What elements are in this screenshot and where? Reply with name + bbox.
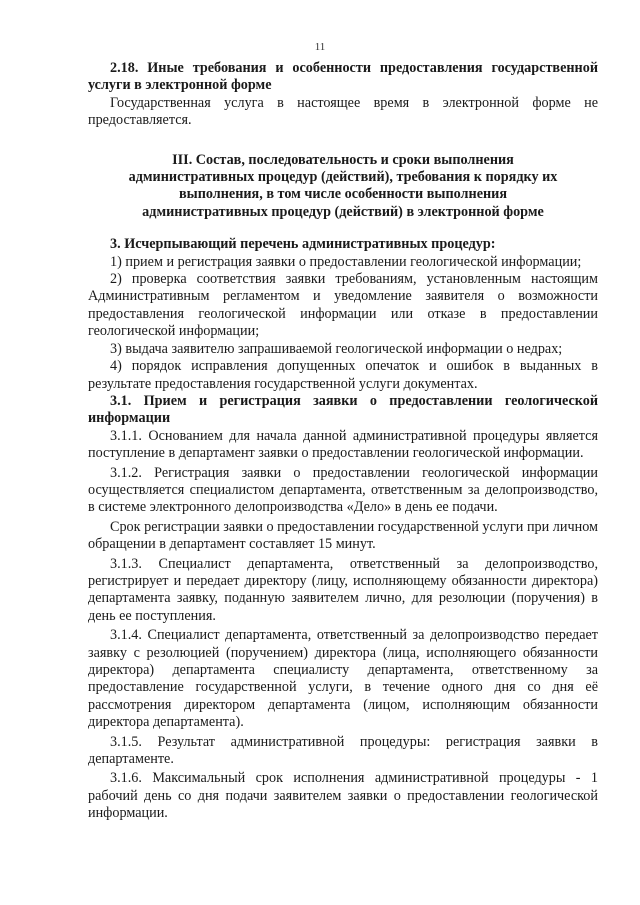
paragraph: 3.1.1. Основанием для начала данной административной процедуры является поступление в департамент заявки о предоставлении геологической информации.	[88, 427, 598, 462]
procedures-list-heading: 3. Исчерпывающий перечень административных процедур:	[110, 236, 496, 253]
paragraph: 3.1.5. Результат административной процедуры: регистрация заявки в департаменте.	[88, 733, 598, 768]
paragraph: 3.1.3. Специалист департамента, ответственный за делопроизводство, регистрирует и передает директору (лицу, исполняющему обязанности директора) департамента заявку, поданную заявителем лично, для резолюции (поручения) в день ее поступления.	[88, 555, 598, 624]
paragraph: Срок регистрации заявки о предоставлении государственной услуги при личном обращении в департамент составляет 15 минут.	[88, 518, 598, 553]
procedure-item: 3) выдача заявителю запрашиваемой геологической информации о недрах;	[110, 340, 563, 357]
chapter-3-title: III. Состав, последовательность и сроки выполнения административных процедур (действий), требования к порядку их выполнения, в том числе особенности выполнения административных процедур (действий) в электронной форме	[128, 151, 558, 220]
page-number: 11	[314, 41, 326, 53]
paragraph: 3.1.2. Регистрация заявки о предоставлении геологической информации осуществляется специалистом департамента, ответственным за делопроизводство, в системе электронного делопроизводства «Дело» в день ее подачи.	[88, 464, 598, 516]
procedure-item: 4) порядок исправления допущенных опечаток и ошибок в выданных в результате предоставления государственной услуги документах.	[88, 358, 598, 392]
paragraph: 3.1.4. Специалист департамента, ответственный за делопроизводство передает заявку с резолюцией (поручением) директора (лица, исполняющего обязанности директора) департамента специалисту департамента, ответственному за предоставление государственной услуги, в течение одного дня со дня её рассмотрения директором департамента (лицом, исполняющим обязанности директора департамента).	[88, 627, 598, 731]
procedure-item: 1) прием и регистрация заявки о предоставлении геологической информации;	[110, 253, 582, 270]
document-body	[88, 60, 598, 823]
section-2-18-text: Государственная услуга в настоящее время в электронной форме не предоставляется.	[88, 94, 598, 129]
section-2-18-heading: 2.18. Иные требования и особенности предоставления государственной услуги в электронной форме	[88, 60, 598, 94]
procedure-item: 2) проверка соответствия заявки требованиям, установленным настоящим Административным регламентом и уведомление заявителя о возможности предоставления геологической информации или отказе в предоставлении геологической информации;	[88, 271, 598, 340]
section-3-1-heading: 3.1. Прием и регистрация заявки о предоставлении геологической информации	[88, 392, 598, 427]
paragraph: 3.1.6. Максимальный срок исполнения административной процедуры - 1 рабочий день со дня подачи заявителем заявки о предоставлении геологической информации.	[88, 770, 598, 822]
